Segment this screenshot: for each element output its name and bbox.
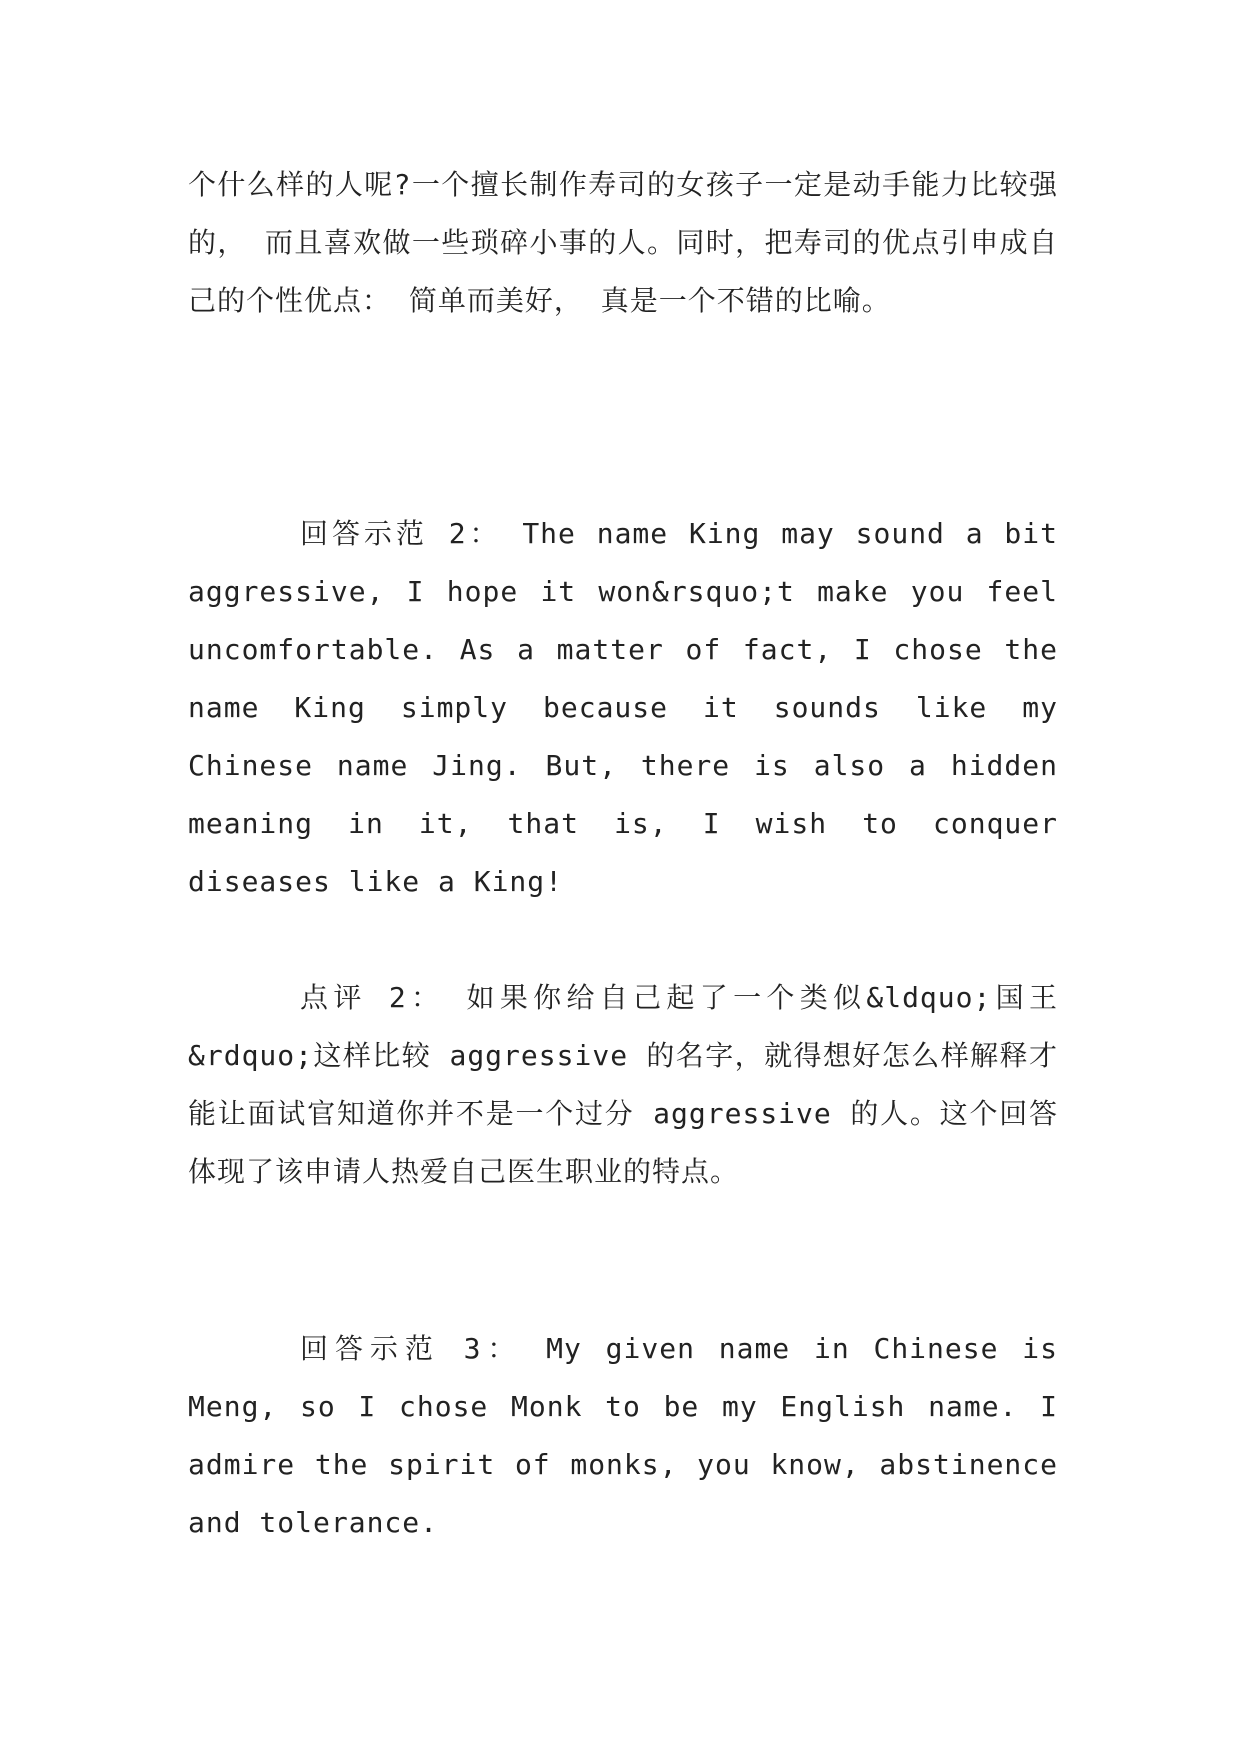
paragraph-answer-3: 回答示范 3： My given name in Chinese is Meng, so I chose Monk to be my English name. I admire the spirit of monks, you know, abstinence and tolerance. — [188, 1332, 1058, 1539]
paragraph-answer-2: 回答示范 2： The name King may sound a bit aggressive, I hope it won&rsquo;t make you feel uncomfortable. As a matter of fact, I chose the name King simply because it sounds like my Chinese name Jing. But, there is also a hidden meaning in it, that is, I wish to conquer diseases like a King! — [188, 517, 1058, 898]
paragraph-comment-2: 点评 2： 如果你给自己起了一个类似&ldquo;国王&rdquo;这样比较 aggressive 的名字，就得想好怎么样解释才能让面试官知道你并不是一个过分 aggressive 的人。这个回答体现了该申请人热爱自己医生职业的特点。 — [188, 981, 1058, 1188]
paragraph-comment-1-continued: 个什么样的人呢?一个擅长制作寿司的女孩子一定是动手能力比较强的， 而且喜欢做一些琐碎小事的人。同时，把寿司的优点引申成自己的个性优点： 简单而美好， 真是一个不错的比喻。 — [188, 168, 1058, 317]
